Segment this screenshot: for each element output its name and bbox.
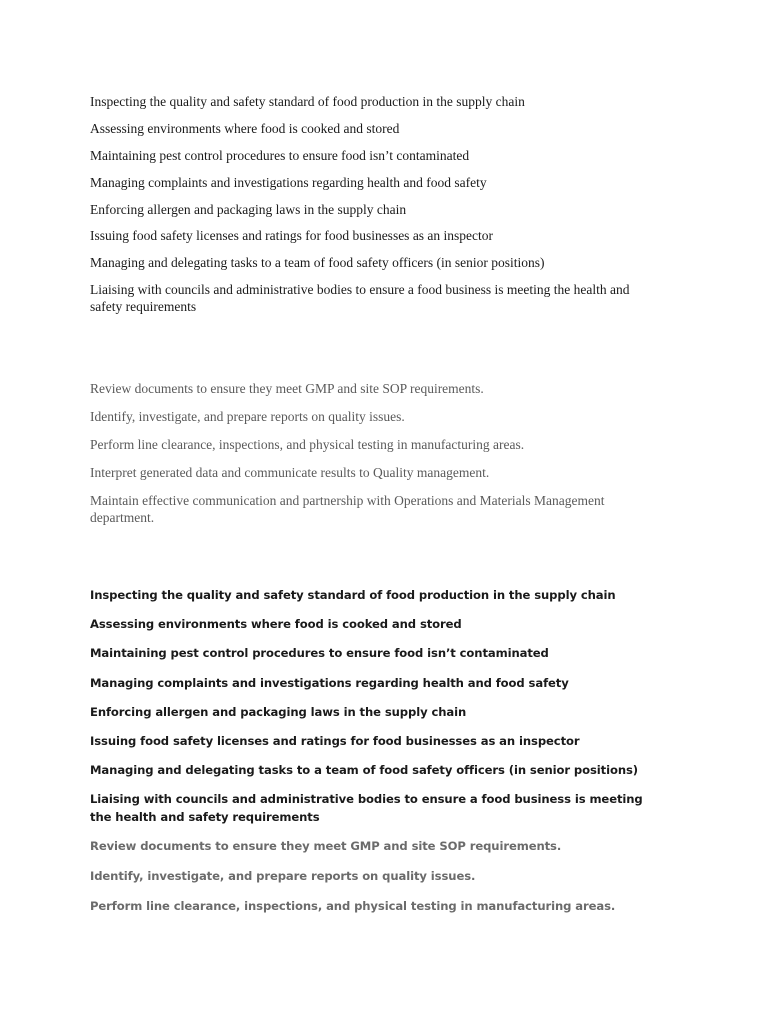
list-item: Perform line clearance, inspections, and physical testing in manufacturing areas. (90, 437, 525, 452)
list-item: Interpret generated data and communicate results to Quality management. (90, 465, 490, 480)
list-item: Liaising with councils and administrative bodies to ensure a food business is meeting the health and safety requirements (90, 792, 643, 824)
list-item: Assessing environments where food is cooked and stored (90, 617, 462, 631)
list-item: Identify, investigate, and prepare reports on quality issues. (90, 409, 405, 424)
list-item: Maintaining pest control procedures to ensure food isn’t contaminated (90, 646, 549, 660)
list-item: Enforcing allergen and packaging laws in the supply chain (90, 705, 467, 719)
list-item: Issuing food safety licenses and ratings for food businesses as an inspector (90, 734, 580, 748)
list-item: Review documents to ensure they meet GMP and site SOP requirements. (90, 839, 562, 853)
list-item: Maintain effective communication and partnership with Operations and Materials Management department. (90, 493, 605, 525)
list-item: Inspecting the quality and safety standard of food production in the supply chain (90, 94, 525, 109)
list-item: Managing complaints and investigations regarding health and food safety (90, 175, 487, 190)
list-item: Enforcing allergen and packaging laws in the supply chain (90, 202, 407, 217)
list-item: Assessing environments where food is cooked and stored (90, 121, 400, 136)
list-item: Managing and delegating tasks to a team of food safety officers (in senior positions) (90, 763, 638, 777)
list-item: Managing complaints and investigations regarding health and food safety (90, 676, 569, 690)
list-item: Maintaining pest control procedures to ensure food isn’t contaminated (90, 148, 470, 163)
list-item: Liaising with councils and administrative bodies to ensure a food business is meeting the health and safety requirements (90, 282, 630, 314)
list-item: Review documents to ensure they meet GMP and site SOP requirements. (90, 381, 484, 396)
list-item: Issuing food safety licenses and ratings for food businesses as an inspector (90, 228, 494, 243)
list-item: Inspecting the quality and safety standard of food production in the supply chain (90, 588, 616, 602)
list-item: Perform line clearance, inspections, and physical testing in manufacturing areas. (90, 899, 616, 913)
list-item: Identify, investigate, and prepare reports on quality issues. (90, 869, 476, 883)
list-item: Managing and delegating tasks to a team of food safety officers (in senior positions) (90, 255, 545, 270)
